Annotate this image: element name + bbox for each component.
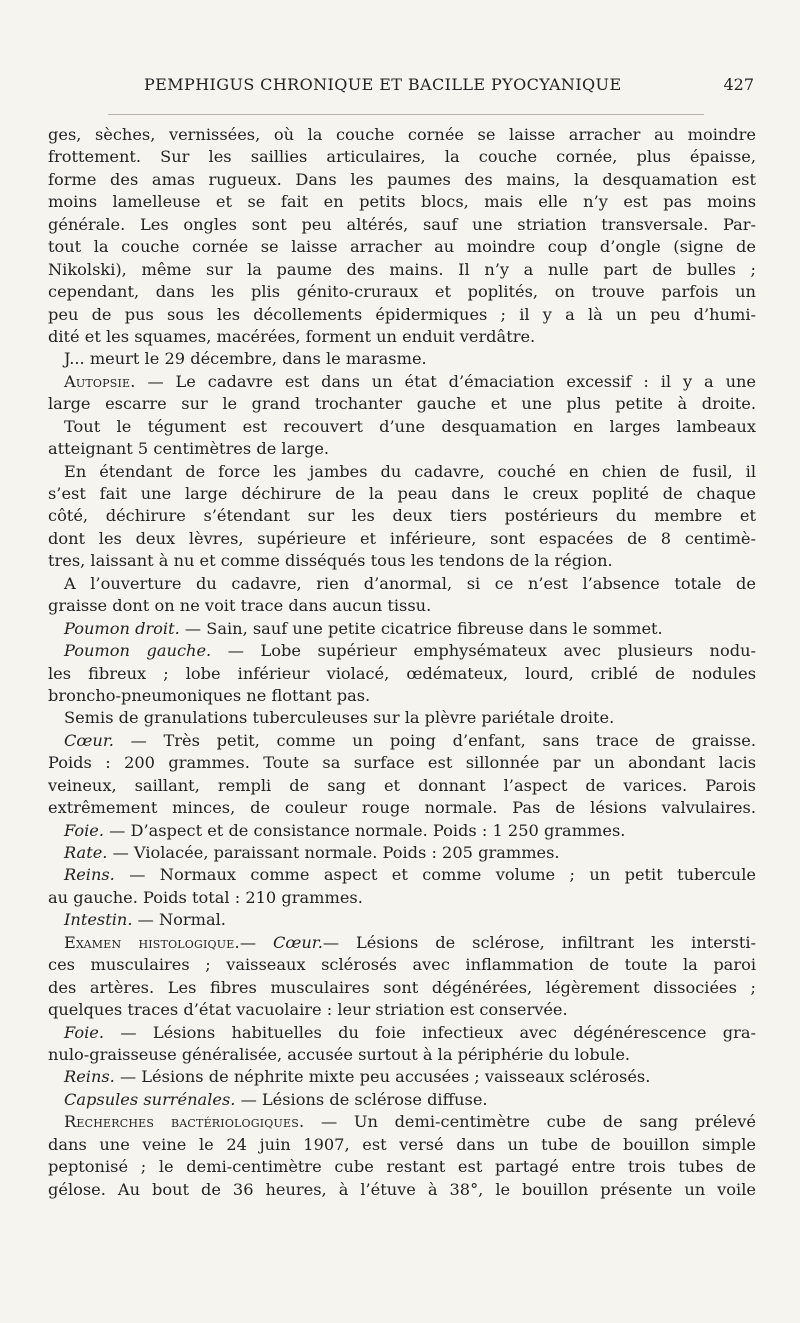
text-line: En étendant de force les jambes du cadavre, couché en chien de fusil, il xyxy=(64,461,756,481)
text-line: extrêmement minces, de couleur rouge normale. Pas de lésions valvulaires. xyxy=(48,798,756,818)
text-line: atteignant 5 centimètres de large. xyxy=(48,439,330,459)
label-poumon-droit: Poumon droit. xyxy=(64,618,180,638)
text-line: côté, déchirure s’étendant sur les deux tiers postérieurs du membre et xyxy=(48,506,756,526)
text-line: forme des amas rugueux. Dans les paumes des mains, la desquamation est xyxy=(48,169,756,189)
running-header xyxy=(48,75,756,101)
book-page xyxy=(48,0,756,1323)
text-line xyxy=(48,1066,756,1088)
label-intestin: Intestin. xyxy=(64,910,133,930)
text-line: peu de pus sous les décollements épidermiques ; il y a là un peu d’humi- xyxy=(48,304,756,324)
line-text: — Lobe supérieur emphysémateux avec plusieurs nodu- xyxy=(211,641,756,661)
label-reins-histo: Reins. xyxy=(64,1067,115,1087)
text-line: graisse dont on ne voit trace dans aucun tissu. xyxy=(48,596,432,616)
page-number: 427 xyxy=(723,75,754,94)
text-line xyxy=(48,909,756,931)
text-line: des artères. Les fibres musculaires sont dégénérées, légèrement dissociées ; xyxy=(48,977,756,997)
line-text: — Lésions de sclérose, infiltrant les intersti- xyxy=(322,932,756,952)
text-line: Semis de granulations tuberculeuses sur la plèvre pariétale droite. xyxy=(64,708,615,728)
text-line xyxy=(48,640,756,662)
label-foie: Foie. xyxy=(64,820,104,840)
text-line: broncho-pneumoniques ne flottant pas. xyxy=(48,685,371,705)
section-label-examen: Examen histologique. xyxy=(64,932,240,952)
text-line: A l’ouverture du cadavre, rien d’anormal, si ce n’est l’absence totale de xyxy=(64,573,756,593)
text-line xyxy=(48,1089,756,1111)
text-line: large escarre sur le grand trochanter gauche et une plus petite à droite. xyxy=(48,394,756,414)
body-text xyxy=(48,124,756,1201)
text-line xyxy=(48,1022,756,1044)
text-line xyxy=(48,618,756,640)
text-line: dité et les squames, macérées, forment un enduit verdâtre. xyxy=(48,326,536,346)
line-text: — D’aspect et de consistance normale. Poids : 1 250 grammes. xyxy=(104,820,626,840)
label-coeur-histo: Cœur. xyxy=(272,932,323,952)
label-capsules: Capsules surrénales. xyxy=(64,1089,236,1109)
text-line xyxy=(48,371,756,393)
text-line xyxy=(48,820,756,842)
text-line: générale. Les ongles sont peu altérés, sauf une striation transversale. Par- xyxy=(48,214,756,234)
text-line: nulo-graisseuse généralisée, accusée surtout à la périphérie du lobule. xyxy=(48,1044,631,1064)
text-line: dans une veine le 24 juin 1907, est versé dans un tube de bouillon simple xyxy=(48,1134,756,1154)
text-line xyxy=(48,864,756,886)
label-poumon-gauche: Poumon gauche. xyxy=(64,641,212,661)
line-text: — Violacée, paraissant normale. Poids : 205 grammes. xyxy=(107,843,560,862)
section-label-recherches: Recherches bactériologiques. xyxy=(64,1112,305,1132)
text-line: tres, laissant à nu et comme disséqués tous les tendons de la région. xyxy=(48,551,613,571)
text-line: s’est fait une large déchirure de la peau dans le creux poplité de chaque xyxy=(48,484,756,503)
text-line: ces musculaires ; vaisseaux sclérosés avec inflammation de toute la paroi xyxy=(48,955,756,975)
text-line xyxy=(48,842,756,864)
text-line xyxy=(48,730,756,752)
header-divider xyxy=(108,114,704,115)
text-line: au gauche. Poids total : 210 grammes. xyxy=(48,887,363,907)
label-foie-histo: Foie. xyxy=(64,1022,104,1042)
text-line: Poids : 200 grammes. Toute sa surface est sillonnée par un abondant lacis xyxy=(48,753,756,773)
text-line: peptonisé ; le demi-centimètre cube restant est partagé entre trois tubes de xyxy=(48,1157,756,1177)
label-coeur: Cœur. xyxy=(64,730,114,750)
text-line: quelques traces d’état vacuolaire : leur striation est conservée. xyxy=(48,1000,568,1020)
section-label-autopsie: Autopsie. xyxy=(64,371,136,391)
line-text: — Très petit, comme un poing d’enfant, sans trace de graisse. xyxy=(113,730,756,750)
text-line: les fibreux ; lobe inférieur violacé, œdémateux, lourd, criblé de nodules xyxy=(48,663,756,683)
text-line: frottement. Sur les saillies articulaires, la couche cornée, plus épaisse, xyxy=(48,147,756,167)
text-line: cependant, dans les plis génito-cruraux et poplités, on trouve parfois un xyxy=(48,282,756,302)
text-line: Tout le tégument est recouvert d’une desquamation en larges lambeaux xyxy=(64,416,756,436)
text-line xyxy=(48,1111,756,1133)
line-text: — Lésions de néphrite mixte peu accusées ; vaisseaux sclérosés. xyxy=(114,1067,651,1087)
text-line: veineux, saillant, rempli de sang et donnant l’aspect de varices. Parois xyxy=(48,775,756,795)
line-dash: — xyxy=(239,932,273,952)
text-line: gélose. Au bout de 36 heures, à l’étuve à 38°, le bouillon présente un voile xyxy=(48,1179,756,1199)
label-reins: Reins. xyxy=(64,865,115,885)
line-text: — Lésions habituelles du foie infectieux avec dégénérescence gra- xyxy=(104,1022,756,1042)
line-text: — Lésions de sclérose diffuse. xyxy=(235,1089,488,1109)
label-rate: Rate. xyxy=(64,843,108,862)
text-line: dont les deux lèvres, supérieure et inférieure, sont espacées de 8 centimè- xyxy=(48,528,756,548)
text-line: tout la couche cornée se laisse arracher au moindre coup d’ongle (signe de xyxy=(48,237,756,257)
line-text: — Normaux comme aspect et comme volume ; un petit tubercule xyxy=(114,865,756,885)
running-title: PEMPHIGUS CHRONIQUE ET BACILLE PYOCYANIQUE xyxy=(144,75,622,94)
text-line xyxy=(48,932,756,954)
text-line: moins lamelleuse et se fait en petits blocs, mais elle n’y est pas moins xyxy=(48,192,756,212)
text-line: J... meurt le 29 décembre, dans le marasme. xyxy=(64,349,427,369)
line-text: — Sain, sauf une petite cicatrice fibreuse dans le sommet. xyxy=(179,618,663,638)
text-line: Nikolski), même sur la paume des mains. Il n’y a nulle part de bulles ; xyxy=(48,259,756,279)
text-line: ges, sèches, vernissées, où la couche cornée se laisse arracher au moindre xyxy=(48,125,756,144)
line-text: — Un demi-centimètre cube de sang prélevé xyxy=(304,1112,756,1132)
line-text: — Normal. xyxy=(132,910,226,930)
line-text: — Le cadavre est dans un état d’émaciation excessif : il y a une xyxy=(135,371,756,391)
